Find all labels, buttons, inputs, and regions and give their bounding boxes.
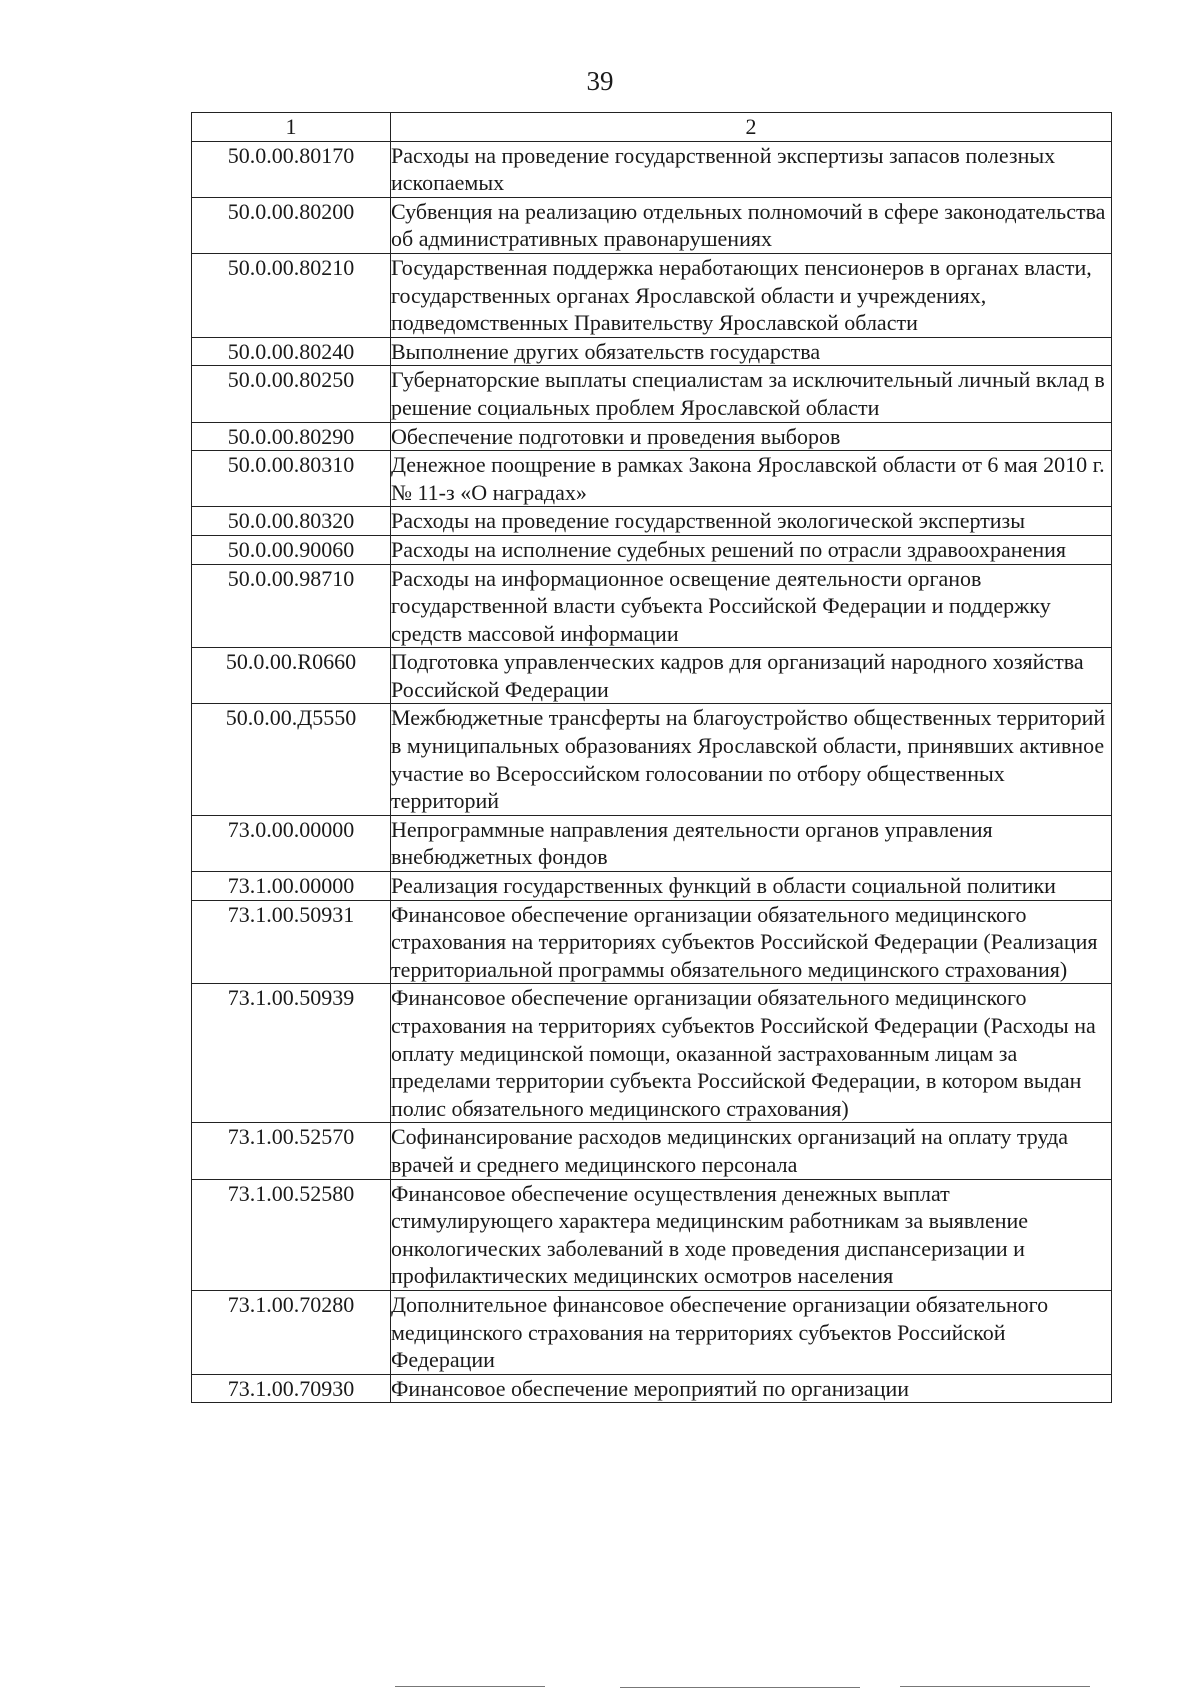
row-code: 50.0.00.80310 bbox=[192, 451, 391, 507]
scan-artifact bbox=[395, 1686, 545, 1687]
row-code: 50.0.00.90060 bbox=[192, 535, 391, 564]
row-description: Реализация государственных функций в области социальной политики bbox=[391, 872, 1112, 901]
row-description: Расходы на информационное освещение деятельности органов государственной власти субъекта Российской Федерации и поддержку средств массовой информации bbox=[391, 564, 1112, 648]
row-code: 50.0.00.80320 bbox=[192, 507, 391, 536]
header-row bbox=[192, 113, 1112, 142]
table-row bbox=[192, 451, 1112, 507]
table-row bbox=[192, 1374, 1112, 1403]
table-row bbox=[192, 366, 1112, 422]
row-description: Финансовое обеспечение организации обязательного медицинского страхования на территориях субъектов Российской Федерации (Расходы на оплату медицинской помощи, оказанной застрахованным лицам за пределами территории субъекта Российской Федерации, в котором выдан полис обязательного медицинского страхования) bbox=[391, 984, 1112, 1123]
row-description: Денежное поощрение в рамках Закона Ярославской области от 6 мая 2010 г. № 11-з «О наградах» bbox=[391, 451, 1112, 507]
table-row bbox=[192, 900, 1112, 984]
row-description: Выполнение других обязательств государства bbox=[391, 337, 1112, 366]
table-row bbox=[192, 141, 1112, 197]
table-row bbox=[192, 1179, 1112, 1290]
row-description: Непрограммные направления деятельности органов управления внебюджетных фондов bbox=[391, 815, 1112, 871]
row-code: 50.0.00.80290 bbox=[192, 422, 391, 451]
table-row bbox=[192, 648, 1112, 704]
row-code: 73.1.00.70280 bbox=[192, 1290, 391, 1374]
table-row bbox=[192, 337, 1112, 366]
row-description: Губернаторские выплаты специалистам за исключительный личный вклад в решение социальных проблем Ярославской области bbox=[391, 366, 1112, 422]
table-row bbox=[192, 1123, 1112, 1179]
row-code: 50.0.00.Д5550 bbox=[192, 704, 391, 815]
row-description: Расходы на исполнение судебных решений по отрасли здравоохранения bbox=[391, 535, 1112, 564]
table-row bbox=[192, 1290, 1112, 1374]
row-description: Финансовое обеспечение организации обязательного медицинского страхования на территориях субъектов Российской Федерации (Реализация территориальной программы обязательного медицинского страхования) bbox=[391, 900, 1112, 984]
table-row bbox=[192, 535, 1112, 564]
row-description: Расходы на проведение государственной экспертизы запасов полезных ископаемых bbox=[391, 141, 1112, 197]
table-row bbox=[192, 984, 1112, 1123]
table-row bbox=[192, 197, 1112, 253]
scan-artifact bbox=[900, 1686, 1090, 1687]
row-description: Расходы на проведение государственной экологической экспертизы bbox=[391, 507, 1112, 536]
row-code: 73.1.00.50931 bbox=[192, 900, 391, 984]
row-description: Субвенция на реализацию отдельных полномочий в сфере законодательства об административных правонарушениях bbox=[391, 197, 1112, 253]
row-code: 73.1.00.52580 bbox=[192, 1179, 391, 1290]
table-row bbox=[192, 815, 1112, 871]
row-description: Дополнительное финансовое обеспечение организации обязательного медицинского страхования на территориях субъектов Российской Федерации bbox=[391, 1290, 1112, 1374]
row-code: 73.1.00.50939 bbox=[192, 984, 391, 1123]
table-row bbox=[192, 507, 1112, 536]
row-code: 50.0.00.98710 bbox=[192, 564, 391, 648]
table-row bbox=[192, 422, 1112, 451]
row-code: 73.1.00.00000 bbox=[192, 872, 391, 901]
row-code: 73.1.00.70930 bbox=[192, 1374, 391, 1403]
row-code: 73.1.00.52570 bbox=[192, 1123, 391, 1179]
row-description: Государственная поддержка неработающих пенсионеров в органах власти, государственных органах Ярославской области и учреждениях, подведомственных Правительству Ярославской области bbox=[391, 253, 1112, 337]
row-description: Межбюджетные трансферты на благоустройство общественных территорий в муниципальных образованиях Ярославской области, принявших активное участие во Всероссийском голосовании по отбору общественных территорий bbox=[391, 704, 1112, 815]
page-number: 39 bbox=[586, 66, 614, 96]
row-code: 50.0.00.80210 bbox=[192, 253, 391, 337]
column-header-code: 1 bbox=[192, 113, 391, 142]
scan-artifact bbox=[620, 1687, 860, 1688]
row-code: 50.0.00.R0660 bbox=[192, 648, 391, 704]
row-code: 50.0.00.80240 bbox=[192, 337, 391, 366]
budget-codes-table bbox=[191, 112, 1112, 1403]
row-description: Подготовка управленческих кадров для организаций народного хозяйства Российской Федерации bbox=[391, 648, 1112, 704]
table-row bbox=[192, 872, 1112, 901]
row-description: Обеспечение подготовки и проведения выборов bbox=[391, 422, 1112, 451]
row-code: 73.0.00.00000 bbox=[192, 815, 391, 871]
table-row bbox=[192, 564, 1112, 648]
row-code: 50.0.00.80200 bbox=[192, 197, 391, 253]
row-description: Софинансирование расходов медицинских организаций на оплату труда врачей и среднего медицинского персонала bbox=[391, 1123, 1112, 1179]
column-header-description: 2 bbox=[391, 113, 1112, 142]
table-row bbox=[192, 253, 1112, 337]
row-code: 50.0.00.80250 bbox=[192, 366, 391, 422]
row-description: Финансовое обеспечение осуществления денежных выплат стимулирующего характера медицинским работникам за выявление онкологических заболеваний в ходе проведения диспансеризации и профилактических медицинских осмотров населения bbox=[391, 1179, 1112, 1290]
table-row bbox=[192, 704, 1112, 815]
row-description: Финансовое обеспечение мероприятий по организации bbox=[391, 1374, 1112, 1403]
row-code: 50.0.00.80170 bbox=[192, 141, 391, 197]
